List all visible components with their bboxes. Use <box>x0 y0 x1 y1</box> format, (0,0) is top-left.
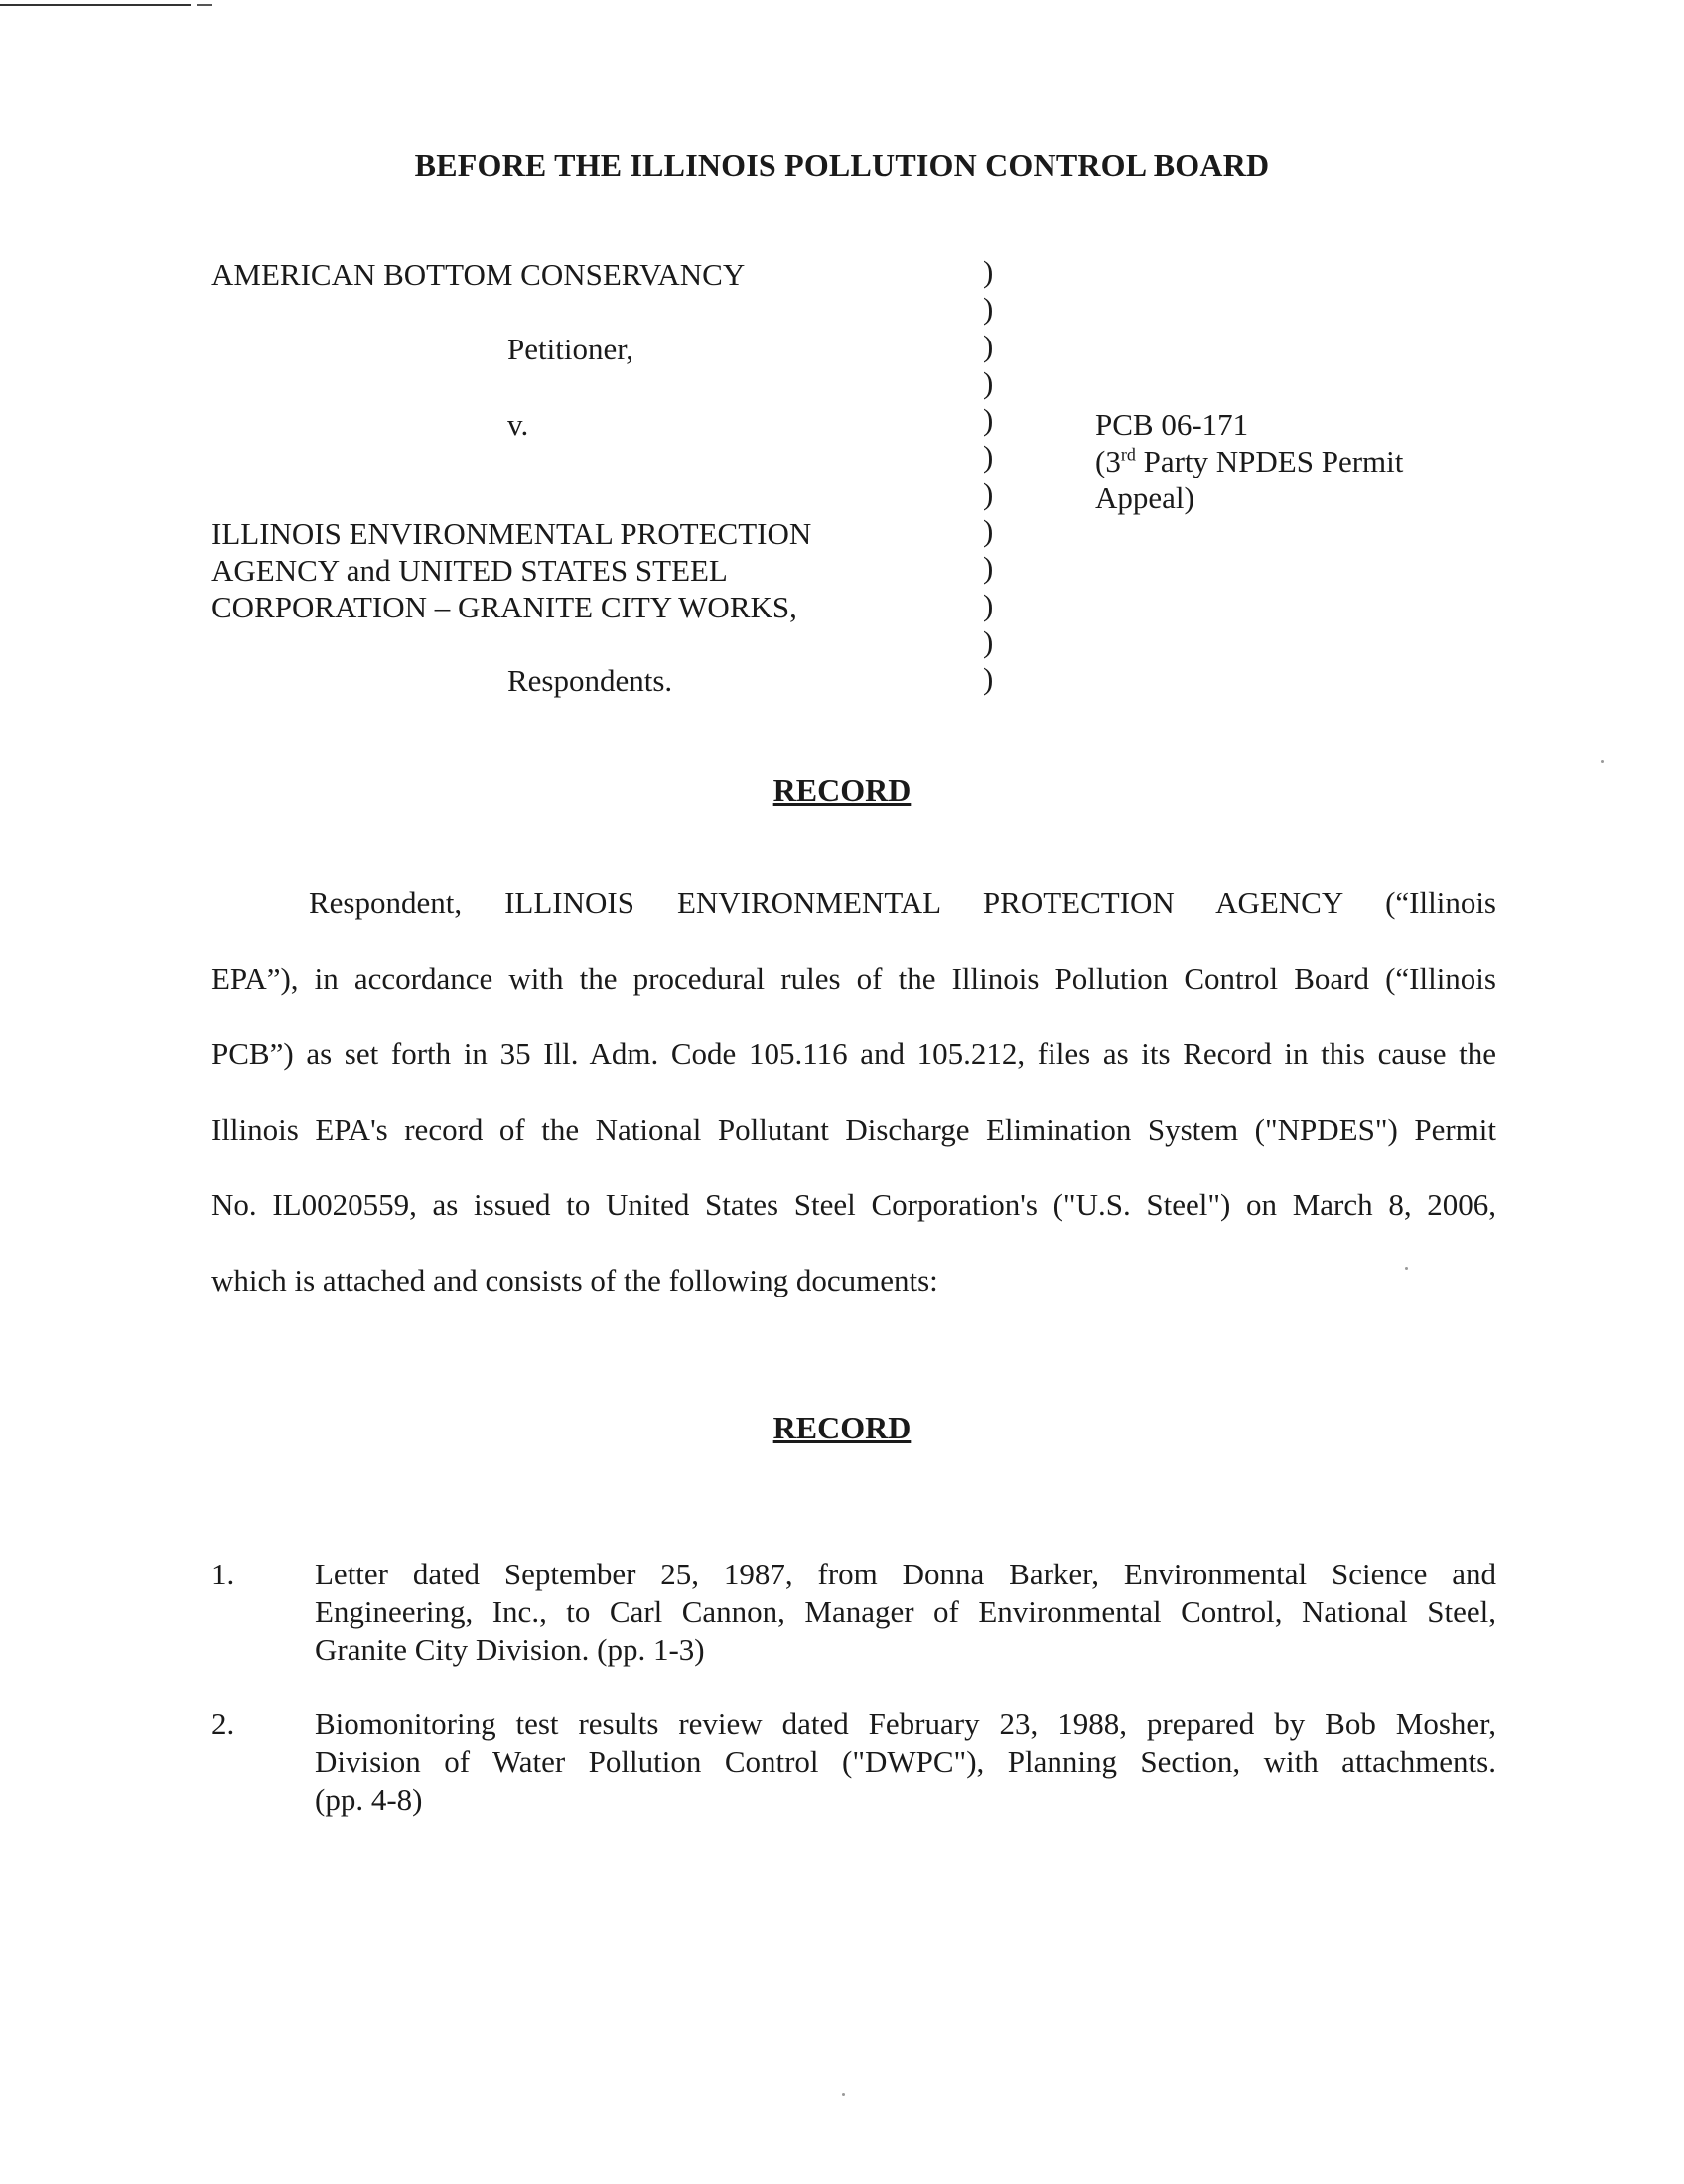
paren: ) <box>983 291 994 327</box>
respondent-label: Respondents. <box>507 663 673 698</box>
record-item-number: 1. <box>211 1557 235 1591</box>
versus-label: v. <box>507 407 529 442</box>
paren: ) <box>983 661 994 697</box>
paren: ) <box>983 439 994 475</box>
record-item-line: Engineering, Inc., to Carl Cannon, Manager of Environmental Control, National Steel, <box>315 1594 1496 1629</box>
petitioner-label: Petitioner, <box>507 332 634 366</box>
scan-artifact-line <box>197 4 212 6</box>
intro-line: Respondent, ILLINOIS ENVIRONMENTAL PROTECTION AGENCY (“Illinois <box>309 886 1496 920</box>
record-item-line: Granite City Division. (pp. 1-3) <box>315 1632 705 1667</box>
paren: ) <box>983 550 994 586</box>
respondent-line-1: ILLINOIS ENVIRONMENTAL PROTECTION <box>211 516 812 551</box>
paren: ) <box>983 402 994 438</box>
petitioner-name: AMERICAN BOTTOM CONSERVANCY <box>211 257 746 292</box>
respondent-line-2: AGENCY and UNITED STATES STEEL <box>211 553 728 588</box>
scan-speck <box>1405 1267 1408 1270</box>
record-item <box>211 1706 1496 1825</box>
case-type-suffix: Party NPDES Permit <box>1135 444 1404 478</box>
paren: ) <box>983 513 994 549</box>
case-number: PCB 06-171 <box>1095 407 1249 442</box>
respondent-line-3: CORPORATION – GRANITE CITY WORKS, <box>211 590 797 624</box>
record-item-text <box>315 1556 1496 1669</box>
record-item-number: 2. <box>211 1706 235 1741</box>
record-item-text <box>315 1706 1496 1819</box>
page-title: BEFORE THE ILLINOIS POLLUTION CONTROL BOARD <box>414 147 1270 183</box>
record-item-line: Division of Water Pollution Control ("DWPC"), Planning Section, with attachments. <box>315 1744 1496 1779</box>
intro-line: PCB”) as set forth in 35 Ill. Adm. Code 105.116 and 105.212, files as its Record in this cause the <box>211 1036 1496 1071</box>
record-item-line: (pp. 4-8) <box>315 1782 423 1817</box>
intro-line: No. IL0020559, as issued to United States Steel Corporation's ("U.S. Steel") on March 8, 2006, <box>211 1187 1496 1222</box>
intro-line: Illinois EPA's record of the National Pollutant Discharge Elimination System ("NPDES") Permit <box>211 1112 1496 1147</box>
section-heading-record: RECORD <box>772 1410 912 1445</box>
caption-parenthesis-column <box>983 253 1003 698</box>
paren: ) <box>983 476 994 511</box>
record-item-line: Biomonitoring test results review dated February 23, 1988, prepared by Bob Mosher, <box>315 1706 1496 1741</box>
paren: ) <box>983 587 994 622</box>
case-type <box>1095 443 1403 479</box>
intro-paragraph <box>211 866 1496 1318</box>
section-heading-record: RECORD <box>772 772 912 808</box>
paren: ) <box>983 254 994 289</box>
record-item-line: Letter dated September 25, 1987, from Donna Barker, Environmental Science and <box>315 1557 1496 1591</box>
case-type-prefix: (3 <box>1095 444 1121 478</box>
case-type-superscript: rd <box>1120 444 1136 465</box>
paren: ) <box>983 623 994 659</box>
scan-speck <box>842 2093 845 2096</box>
intro-line: which is attached and consists of the following documents: <box>211 1263 938 1297</box>
intro-line: EPA”), in accordance with the procedural rules of the Illinois Pollution Control Board (“Illinois <box>211 961 1496 996</box>
paren: ) <box>983 364 994 400</box>
scan-artifact-line <box>0 4 191 6</box>
record-item <box>211 1556 1496 1675</box>
scan-speck <box>1601 760 1604 763</box>
paren: ) <box>983 328 994 363</box>
case-type-line-2: Appeal) <box>1095 480 1194 515</box>
